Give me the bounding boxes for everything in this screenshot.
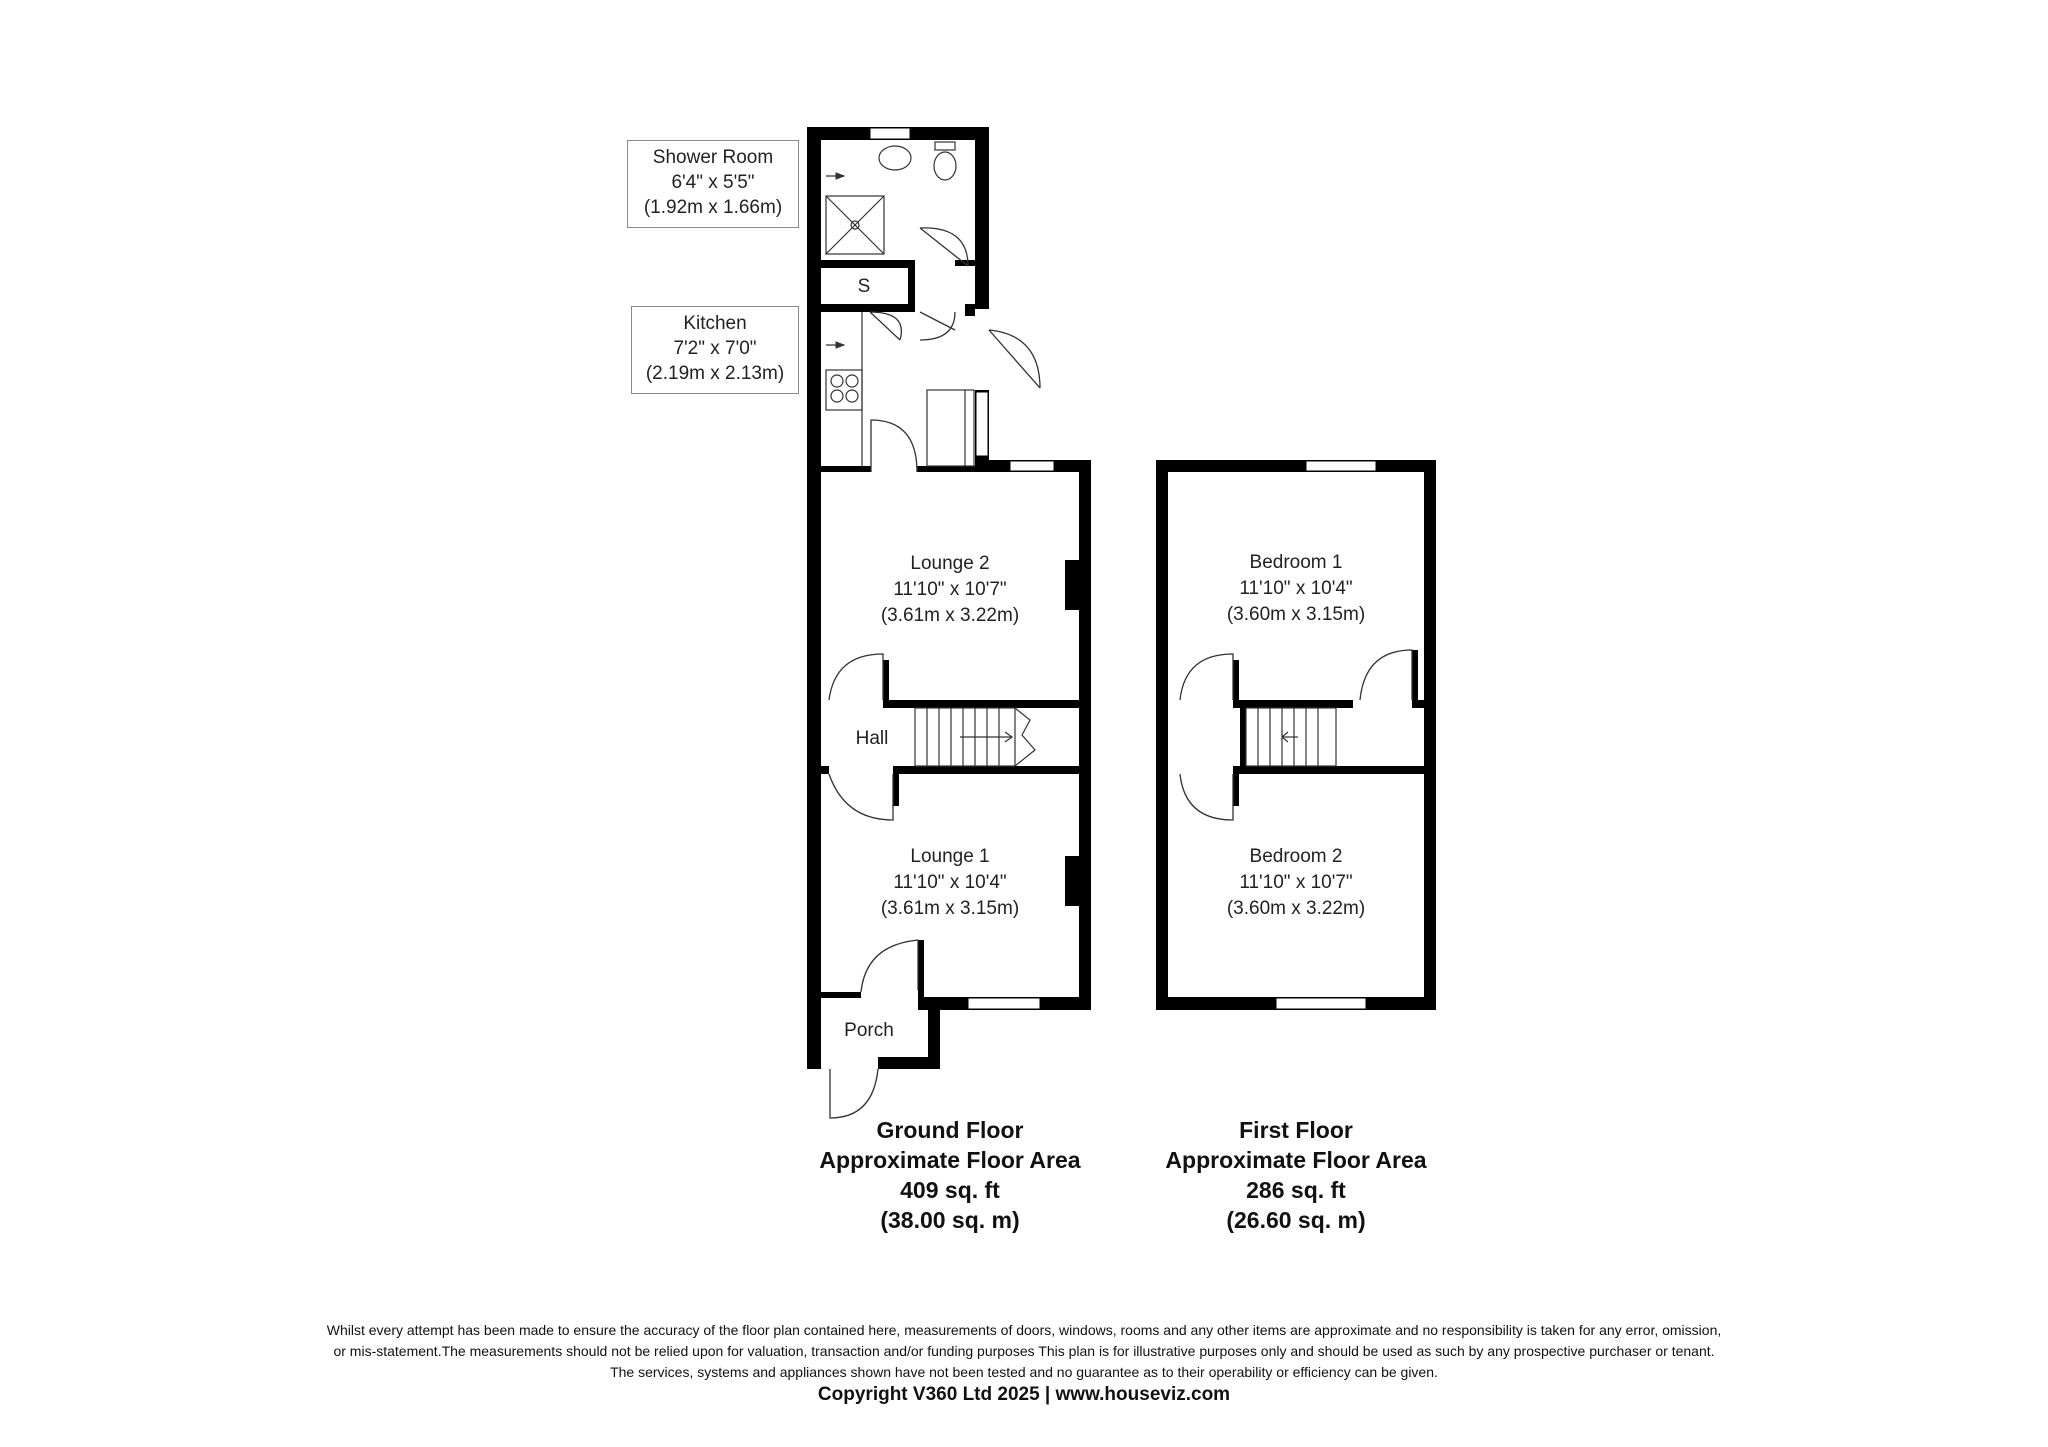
kitchen-size-metric: (2.19m x 2.13m) (645, 363, 785, 384)
ff-wall-bed1-stub-left (1233, 660, 1239, 708)
toilet-icon (934, 152, 956, 180)
ff-wall-right (1424, 460, 1436, 1010)
wall-lounge2-bottom (883, 700, 1081, 708)
boiler-cupboard-icon (927, 390, 974, 466)
wall-lounge1-stub (893, 766, 899, 806)
wall-kitchen-bottom (821, 466, 871, 472)
lounge-1-size-metric: (3.61m x 3.15m) (880, 898, 1020, 919)
kitchen-name: Kitchen (683, 313, 747, 334)
wall-shower-bottom (821, 260, 915, 268)
wall-lounge1-porch (918, 940, 924, 1000)
wall-hall-bottom (893, 766, 1081, 774)
wall-store-right (908, 260, 915, 310)
ground-floor-subtitle: Approximate Floor Area (819, 1147, 1081, 1173)
first-floor-subtitle: Approximate Floor Area (1165, 1147, 1427, 1173)
first-floor-stairs (1246, 708, 1336, 766)
store-label: S (857, 276, 871, 297)
shower-room-callout (627, 140, 799, 228)
window-kitchen-side (976, 392, 988, 456)
lounge-2-size-imperial: 11'10" x 10'7" (893, 579, 1007, 600)
wall-right-main (1079, 460, 1091, 1010)
window-shower (870, 128, 910, 139)
ff-wall-landing-right (1418, 700, 1424, 708)
porch-label: Porch (844, 1020, 894, 1041)
wall-lobby-right (965, 304, 975, 316)
ff-wall-bed2-top (1233, 766, 1424, 774)
basin-icon (879, 146, 911, 170)
lounge-2-name: Lounge 2 (910, 553, 990, 574)
wall-lounge2-stub (883, 660, 889, 708)
wall-left-outer (807, 127, 821, 1069)
ff-wall-bed1-stub-right (1412, 650, 1418, 708)
window-bedroom-1 (1306, 461, 1376, 471)
wall-kitchen-bottom-right (917, 466, 977, 472)
first-floor-area-imperial: 286 sq. ft (1246, 1177, 1346, 1203)
disclaimer-line-1: Whilst every attempt has been made to ensure the accuracy of the floor plan contained here, measurements of doors, windows, rooms and any other items are approximate and no responsibility is taken for any error, omission, (326, 1322, 1722, 1338)
kitchen-size-imperial: 7'2" x 7'0" (673, 338, 757, 359)
shower-room-size-imperial: 6'4" x 5'5" (671, 172, 755, 193)
ground-floor-title: Ground Floor (876, 1117, 1024, 1143)
bedroom-2-name: Bedroom 2 (1249, 846, 1343, 867)
ground-floor-area-metric: (38.00 sq. m) (880, 1207, 1020, 1233)
disclaimer-line-2: or mis-statement.The measurements should not be relied upon for valuation, transaction and/or funding purposes This plan is for illustrative purposes only and should be used as such by any prospective purchaser or tenant. (333, 1343, 1715, 1359)
lounge-2-size-metric: (3.61m x 3.22m) (880, 605, 1020, 626)
first-floor-title: First Floor (1239, 1117, 1353, 1143)
chimney-lounge-1 (1065, 856, 1081, 906)
ff-wall-bed1-bottom-mid (1233, 700, 1353, 708)
window-lounge-1 (968, 998, 1040, 1009)
disclaimer-line-3: The services, systems and appliances shown have not been tested and no guarantee as to their operability or efficiency can be given. (610, 1364, 1438, 1380)
ground-floor-stairs (915, 708, 1035, 766)
kitchen-callout (631, 306, 799, 394)
ff-wall-top (1156, 460, 1436, 472)
hall-label: Hall (855, 728, 889, 749)
ff-wall-bed2-stub (1233, 766, 1239, 806)
ground-floor-doors (829, 228, 1040, 1118)
first-floor-doors (1180, 650, 1412, 820)
wall-porch-top (821, 992, 861, 998)
hob-icon (826, 370, 862, 410)
wall-porch-bottom-right (878, 1057, 940, 1069)
first-floor-summary (1126, 1115, 1466, 1235)
lounge-1-name: Lounge 1 (910, 846, 990, 867)
ff-wall-left (1156, 460, 1168, 1010)
shower-room-size-metric: (1.92m x 1.66m) (643, 197, 783, 218)
first-floor-walls (1156, 460, 1436, 1010)
wall-right-extension (975, 127, 989, 309)
chimney-lounge-2 (1065, 560, 1081, 610)
copyright: Copyright V360 Ltd 2025 | www.houseviz.com (817, 1384, 1231, 1405)
wall-hall-left (821, 766, 829, 774)
ground-floor-area-imperial: 409 sq. ft (900, 1177, 1000, 1203)
bedroom-1-size-imperial: 11'10" x 10'4" (1239, 578, 1353, 599)
bedroom-2-size-imperial: 11'10" x 10'7" (1239, 872, 1353, 893)
lounge-1-size-imperial: 11'10" x 10'4" (893, 872, 1007, 893)
window-bedroom-2 (1276, 998, 1366, 1009)
ff-wall-landing-left (1240, 708, 1246, 766)
window-lounge-2 (1010, 461, 1054, 471)
first-floor-area-metric: (26.60 sq. m) (1226, 1207, 1366, 1233)
wall-store-bottom (821, 304, 915, 312)
bedroom-1-size-metric: (3.60m x 3.15m) (1226, 604, 1366, 625)
bedroom-1-name: Bedroom 1 (1249, 552, 1343, 573)
toilet-cistern-icon (935, 142, 955, 150)
ground-floor-summary (780, 1115, 1120, 1235)
first-floor-windows (1276, 461, 1376, 1009)
disclaimer (100, 1320, 1948, 1383)
shower-room-name: Shower Room (652, 147, 774, 168)
bedroom-2-size-metric: (3.60m x 3.22m) (1226, 898, 1366, 919)
